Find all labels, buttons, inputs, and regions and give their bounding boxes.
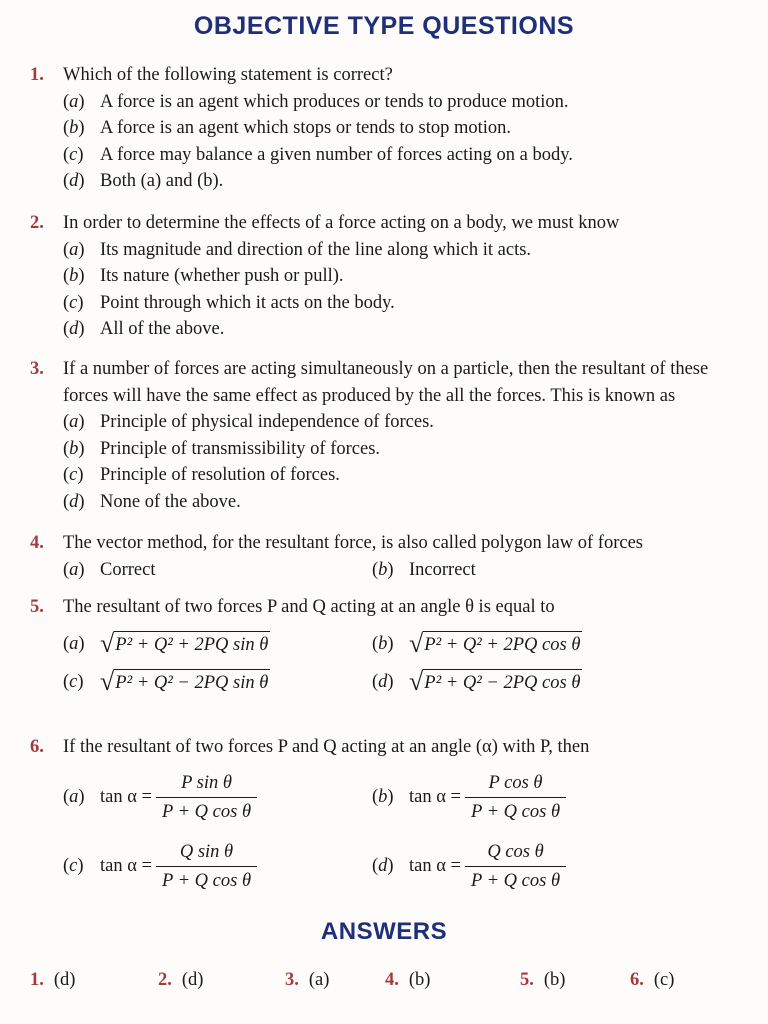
option-a: (a) Correct [63,559,156,580]
answers-title: ANSWERS [320,918,448,945]
question-text: If the resultant of two forces P and Q acting at an angle (α) with P, then [63,737,590,757]
question-text: If a number of forces are acting simultaneously on a particle, then the resultant of these forces will have the same effect as produced by the all the forces. This is known as [63,359,709,406]
tan-alpha-label: tan α = [100,855,152,876]
question-5 [30,594,760,696]
square-root-expression: √ P² + Q² + 2PQ cos θ [409,628,581,658]
question-text: Which of the following statement is correct? [63,65,393,85]
option-d: (d) tan α = $\frac{\text{Q cos θ}}{\text{P + Q cos θ}}$ [372,840,681,893]
option-c: (c) Point through which it acts on the body. [63,292,395,313]
tan-alpha-label: tan α = [100,786,152,807]
question-2 [30,210,760,343]
option-a: (a) √ P² + Q² + 2PQ sin θ [63,628,269,658]
option-d: (d) None of the above. [63,491,241,512]
option-b: (b) A force is an agent which stops or tends to stop motion. [63,118,512,138]
option-a: (a) A force is an agent which produces or tends to produce motion. [63,91,569,112]
option-b: (b) √ P² + Q² + 2PQ cos θ [372,628,581,658]
square-root-expression: √ P² + Q² − 2PQ sin θ [100,667,269,697]
question-6 [30,734,760,893]
question-number: 6. [30,737,44,757]
question-text: In order to determine the effects of a force acting on a body, we must know [63,213,620,233]
option-c: (c) tan α = $\frac{\text{Q sin θ}}{\text{P + Q cos θ}}$ [63,840,372,893]
answer-5: 5. (b) [520,970,566,990]
option-b: (b) tan α = $\frac{\text{P cos θ}}{\text{P + Q cos θ}}$ [372,771,681,824]
fraction: $\frac{\text{P cos θ}}{\text{P + Q cos θ}}$ [465,771,566,824]
page-title: OBJECTIVE TYPE QUESTIONS [193,12,575,40]
question-text: The resultant of two forces P and Q acting at an angle θ is equal to [63,597,555,617]
option-c: (c) Principle of resolution of forces. [63,465,340,485]
fraction: $\frac{\text{Q cos θ}}{\text{P + Q cos θ}}$ [465,840,566,893]
question-number: 1. [30,65,44,85]
option-d: (d) √ P² + Q² − 2PQ cos θ [372,667,581,697]
question-4 [30,530,760,583]
question-number: 4. [30,533,44,553]
option-d: (d) All of the above. [63,319,225,339]
option-b: (b) Incorrect [372,559,476,580]
option-d: (d) Both (a) and (b). [63,171,224,191]
answer-1: 1. (d) [30,970,76,990]
question-number: 5. [30,597,44,617]
answer-2: 2. (d) [158,970,204,990]
option-b: (b) Principle of transmissibility of forces. [63,438,381,459]
tan-alpha-label: tan α = [409,855,461,876]
tan-alpha-label: tan α = [409,786,461,807]
option-c: (c) A force may balance a given number of forces acting on a body. [63,144,573,165]
answer-6: 6. (c) [630,970,675,990]
answer-4: 4. (b) [385,970,431,990]
option-b: (b) Its nature (whether push or pull). [63,266,344,286]
question-1 [30,62,760,195]
question-number: 2. [30,213,44,233]
answer-3: 3. (a) [285,970,330,990]
option-a: (a) tan α = $\frac{\text{P sin θ}}{\text{P + Q cos θ}}$ [63,771,372,824]
square-root-expression: √ P² + Q² − 2PQ cos θ [409,667,581,697]
question-3 [30,356,760,515]
fraction: $\frac{\text{P sin θ}}{\text{P + Q cos θ}}$ [156,771,257,824]
option-c: (c) √ P² + Q² − 2PQ sin θ [63,667,269,697]
fraction: $\frac{\text{Q sin θ}}{\text{P + Q cos θ}}$ [156,840,257,893]
question-number: 3. [30,359,44,379]
square-root-expression: √ P² + Q² + 2PQ sin θ [100,628,269,658]
question-text: The vector method, for the resultant force, is also called polygon law of forces [63,533,643,553]
option-a: (a) Its magnitude and direction of the line along which it acts. [63,239,532,260]
option-a: (a) Principle of physical independence of forces. [63,412,434,432]
